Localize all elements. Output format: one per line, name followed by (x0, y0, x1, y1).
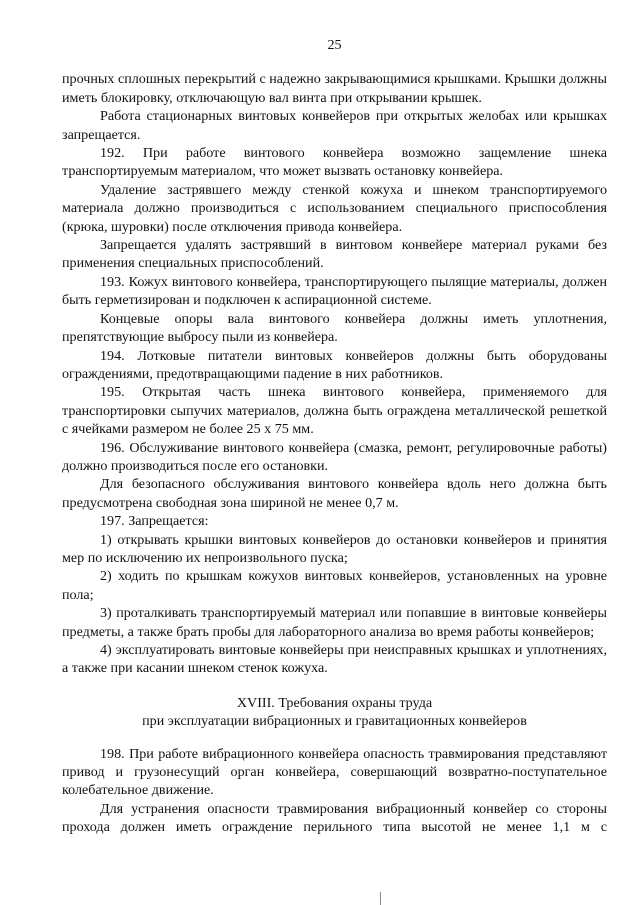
paragraph: Удаление застрявшего между стенкой кожуха и шнеком транспортируемого материала должно производиться с использованием специального приспособления (крюка, шуровки) после отключения привода конвейера. (62, 181, 607, 235)
paragraph: Для устранения опасности травмирования вибрационный конвейер со стороны прохода должен иметь ограждение перильного типа высотой не менее 1,1 м с (62, 800, 607, 836)
paragraph: Запрещается удалять застрявший в винтовом конвейере материал руками без применения специальных приспособлений. (62, 237, 607, 272)
paragraph: 194. Лотковые питатели винтовых конвейеров должны быть оборудованы ограждениями, предотвращающими падение в них работников. (62, 347, 607, 382)
paragraph: прочных сплошных перекрытий с надежно закрывающимися крышками. Крышки должны иметь блокировку, отключающую вал винта при открывании крышек. (62, 71, 608, 106)
paragraph: 193. Кожух винтового конвейера, транспортирующего пылящие материалы, должен быть герметизирован и подключен к аспирационной системе. (62, 273, 607, 309)
scan-mark (380, 892, 381, 905)
paragraph: 198. При работе вибрационного конвейера опасность травмирования представляют привод и грузонесущий орган конвейера, совершающий возвратно-поступательное колебательное движение. (62, 745, 607, 799)
paragraph: 196. Обслуживание винтового конвейера (смазка, ремонт, регулировочные работы) должно производиться после его остановки. (62, 439, 607, 474)
list-item: 1) открывать крышки винтовых конвейеров до остановки конвейеров и принятия мер по исключению их непроизвольного пуска; (62, 531, 607, 566)
list-item: 3) проталкивать транспортируемый материал или попавшие в винтовые конвейеры предметы, а также брать пробы для лабораторного анализа во время работы конвейеров; (62, 605, 607, 640)
paragraph: Для безопасного обслуживания винтового конвейера вдоль него должна быть предусмотрена свободная зона шириной не менее 0,7 м. (62, 476, 607, 511)
section-heading (62, 694, 607, 731)
section-heading-line1: XVIII. Требования охраны труда (236, 694, 433, 711)
section-heading-line2: при эксплуатации вибрационных и гравитационных конвейеров (142, 713, 527, 730)
list-item: 4) эксплуатировать винтовые конвейеры при неисправных крышках и уплотнениях, а также при касании шнеком стенок кожуха. (62, 642, 607, 677)
paragraph: 195. Открытая часть шнека винтового конвейера, применяемого для транспортировки сыпучих материалов, должна быть ограждена металлической решеткой с ячейками размером не более 25 х 75 мм. (62, 384, 607, 438)
page-number: 25 (327, 37, 342, 53)
paragraph: 197. Запрещается: (100, 513, 209, 530)
list-item: 2) ходить по крышкам кожухов винтовых конвейеров, установленных на уровне пола; (62, 568, 607, 603)
paragraph: Концевые опоры вала винтового конвейера должны иметь уплотнения, препятствующие выбросу пыли из конвейера. (62, 310, 607, 346)
paragraph: Работа стационарных винтовых конвейеров при открытых желобах или крышках запрещается. (62, 108, 607, 143)
paragraph: 192. При работе винтового конвейера возможно защемление шнека транспортируемым материалом, что может вызвать остановку конвейера. (62, 145, 607, 180)
